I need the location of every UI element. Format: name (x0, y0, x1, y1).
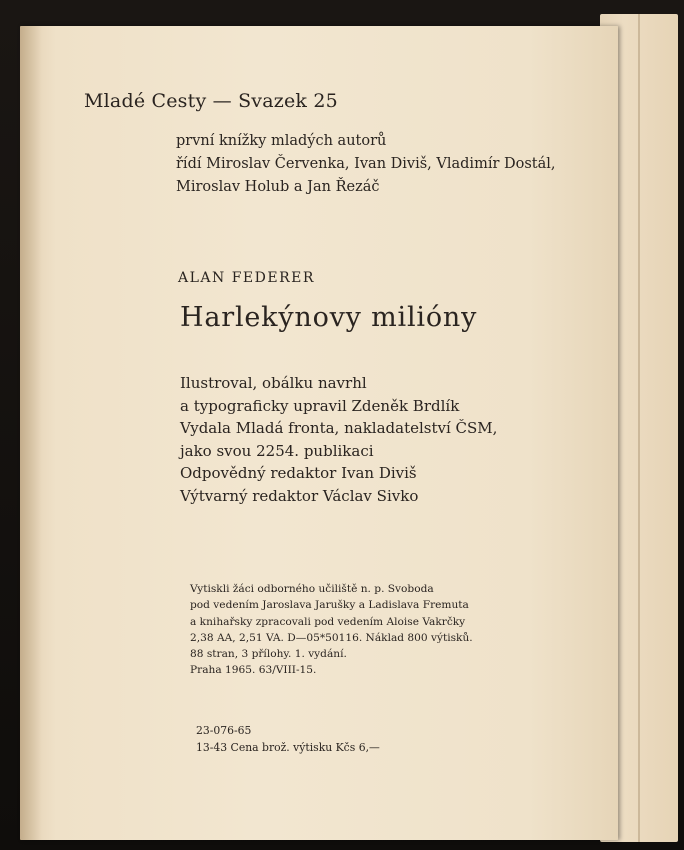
code-line: 23-076-65 (196, 724, 252, 737)
credit-line: a typograficky upravil Zdeněk Brdlík (180, 396, 460, 415)
imprint-line: Vytiskli žáci odborného učiliště n. p. Svoboda (190, 583, 434, 595)
series-heading: Mladé Cesty — Svazek 25 (84, 90, 338, 112)
imprint-line: 2,38 AA, 2,51 VA. D—05*50116. Náklad 800 výtisků. (190, 631, 473, 644)
credit-line: Ilustroval, obálku navrhl (180, 374, 367, 392)
author-name: ALAN FEDERER (178, 270, 315, 286)
printing-imprint (190, 581, 473, 679)
imprint-line: 88 stran, 3 přílohy. 1. vydání. (190, 648, 347, 661)
imprint-line: a knihařsky zpracovali pod vedením Aloise Vakrčky (190, 615, 466, 628)
credit-line: Vydala Mladá fronta, nakladatelství ČSM, (180, 419, 498, 438)
price-line: 13-43 Cena brož. výtisku Kčs 6,— (196, 741, 380, 754)
credit-line: jako svou 2254. publikaci (180, 441, 374, 460)
series-editors-block (176, 130, 556, 199)
credit-line: Výtvarný redaktor Václav Sivko (180, 486, 419, 505)
intro-line: řídí Miroslav Červenka, Ivan Diviš, Vladimír Dostál, (176, 156, 556, 172)
intro-line: Miroslav Holub a Jan Řezáč (176, 179, 380, 195)
credit-line: Odpovědný redaktor Ivan Diviš (180, 464, 417, 483)
intro-line: první knížky mladých autorů (176, 133, 387, 149)
catalog-codes (196, 722, 380, 756)
imprint-line: Praha 1965. 63/VIII-15. (190, 664, 317, 677)
title-page (20, 26, 618, 840)
imprint-line: pod vedením Jaroslava Jarušky a Ladislava Fremuta (190, 599, 469, 612)
book-title: Harlekýnovy milióny (180, 302, 478, 333)
credits-block (180, 372, 497, 508)
